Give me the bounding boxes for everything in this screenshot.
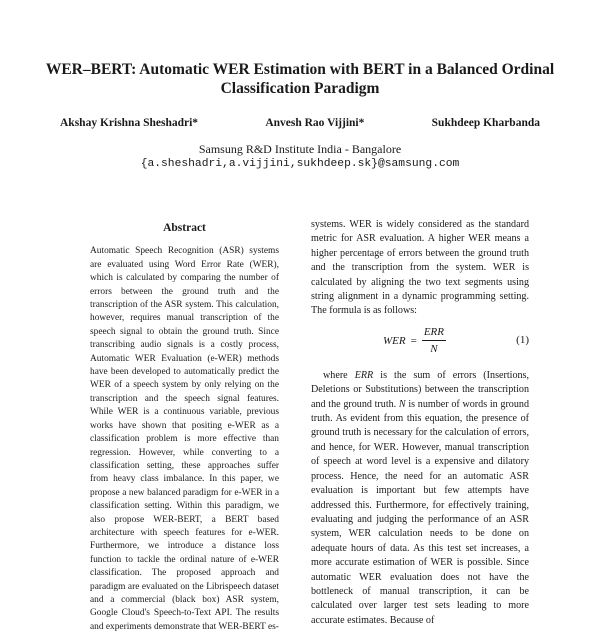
- author-2: Anvesh Rao Vijjini*: [265, 117, 365, 129]
- para2-pre: where: [323, 369, 348, 381]
- equation-lhs: WER: [383, 334, 406, 347]
- abstract-column: [90, 222, 279, 634]
- body-column: [311, 218, 529, 628]
- var-err: ERR: [354, 369, 374, 381]
- equation-fraction: [422, 325, 446, 357]
- author-3: Sukhdeep Kharbanda: [431, 117, 540, 129]
- affiliation: Samsung R&D Institute India - Bangalore: [198, 142, 402, 156]
- body-paragraph-1: systems. WER is widely considered as the standard metric for ASR evaluation. A higher WER means a higher percentage of errors between the ground truth and the transcription from the system. WER is calculated by aligning the two text segments using string alignment in a dynamic programming setting. The formula is as follows:: [311, 219, 529, 317]
- equation-numerator: ERR: [422, 325, 446, 341]
- author-1: Akshay Krishna Sheshadri*: [60, 117, 199, 129]
- equation-equals: =: [410, 334, 417, 347]
- wer-equation: [311, 323, 529, 363]
- para2-mid: is the sum of errors (Insertions, Deletions or Substitutions) between the transcription and the ground truth.: [311, 369, 529, 410]
- body-paragraph-2: [311, 369, 529, 628]
- abstract-heading: Abstract: [163, 222, 206, 234]
- equation-number: (1): [516, 333, 529, 346]
- author-emails: {a.sheshadri,a.vijjini,sukhdeep.sk}@samsung.com: [140, 158, 460, 170]
- paper-title: WER–BERT: Automatic WER Estimation with BERT in a Balanced Ordinal Classification Paradigm: [45, 61, 555, 97]
- abstract-text: Automatic Speech Recognition (ASR) systems are evaluated using Word Error Rate (WER), which is calculated by comparing the number of errors between the ground truth and the transcription of the ASR system. This calculation, however, requires manual transcription of the speech signal to obtain the ground truth. Since transcribing audio signals is a costly process, Automatic WER Evaluation (e-WER) methods have been developed to automatically predict the WER of a speech system by only relying on the transcription and the speech signal features. While WER is a continuous variable, previous works have shown that positing e-WER as a classification problem is more effective than regression. However, while converting to a classification setting, these approaches suffer from heavy class imbalance. In this paper, we propose a new balanced paradigm for e-WER in a classification setting. Within this paradigm, we also propose WER-BERT, a BERT based architecture with speech features for e-WER. Furthermore, we introduce a distance loss function to tackle the ordinal nature of e-WER classification. The proposed approach and paradigm are evaluated on the Librispeech dataset and a commercial (black box) ASR system, Google Cloud's Speech-to-Text API. The results and experiments demonstrate that WER-BERT es-: [90, 246, 279, 632]
- equation-denominator: N: [430, 343, 438, 356]
- para2-post: is number of words in ground truth. As evident from this equation, the presence of ground truth is necessary for the calculation of errors, and hence, for WER. However, manual transcription of speech at word level is a expensive and dilatory process. Hence, the need for an automatic ASR evaluation is important but few attempts have addressed this. Furthermore, for effectively training, evaluating and judging the performance of an ASR system, WER calculation needs to be done on adequate hours of data. As this test set increases, a more accurate estimation of WER is possible. Since automatic WER evaluation does not have the bottleneck of manual transcription, it can be calculated over larger test sets leading to more accurate estimates. Because of: [311, 398, 529, 626]
- var-n: N: [398, 398, 406, 410]
- author-list: [60, 117, 540, 129]
